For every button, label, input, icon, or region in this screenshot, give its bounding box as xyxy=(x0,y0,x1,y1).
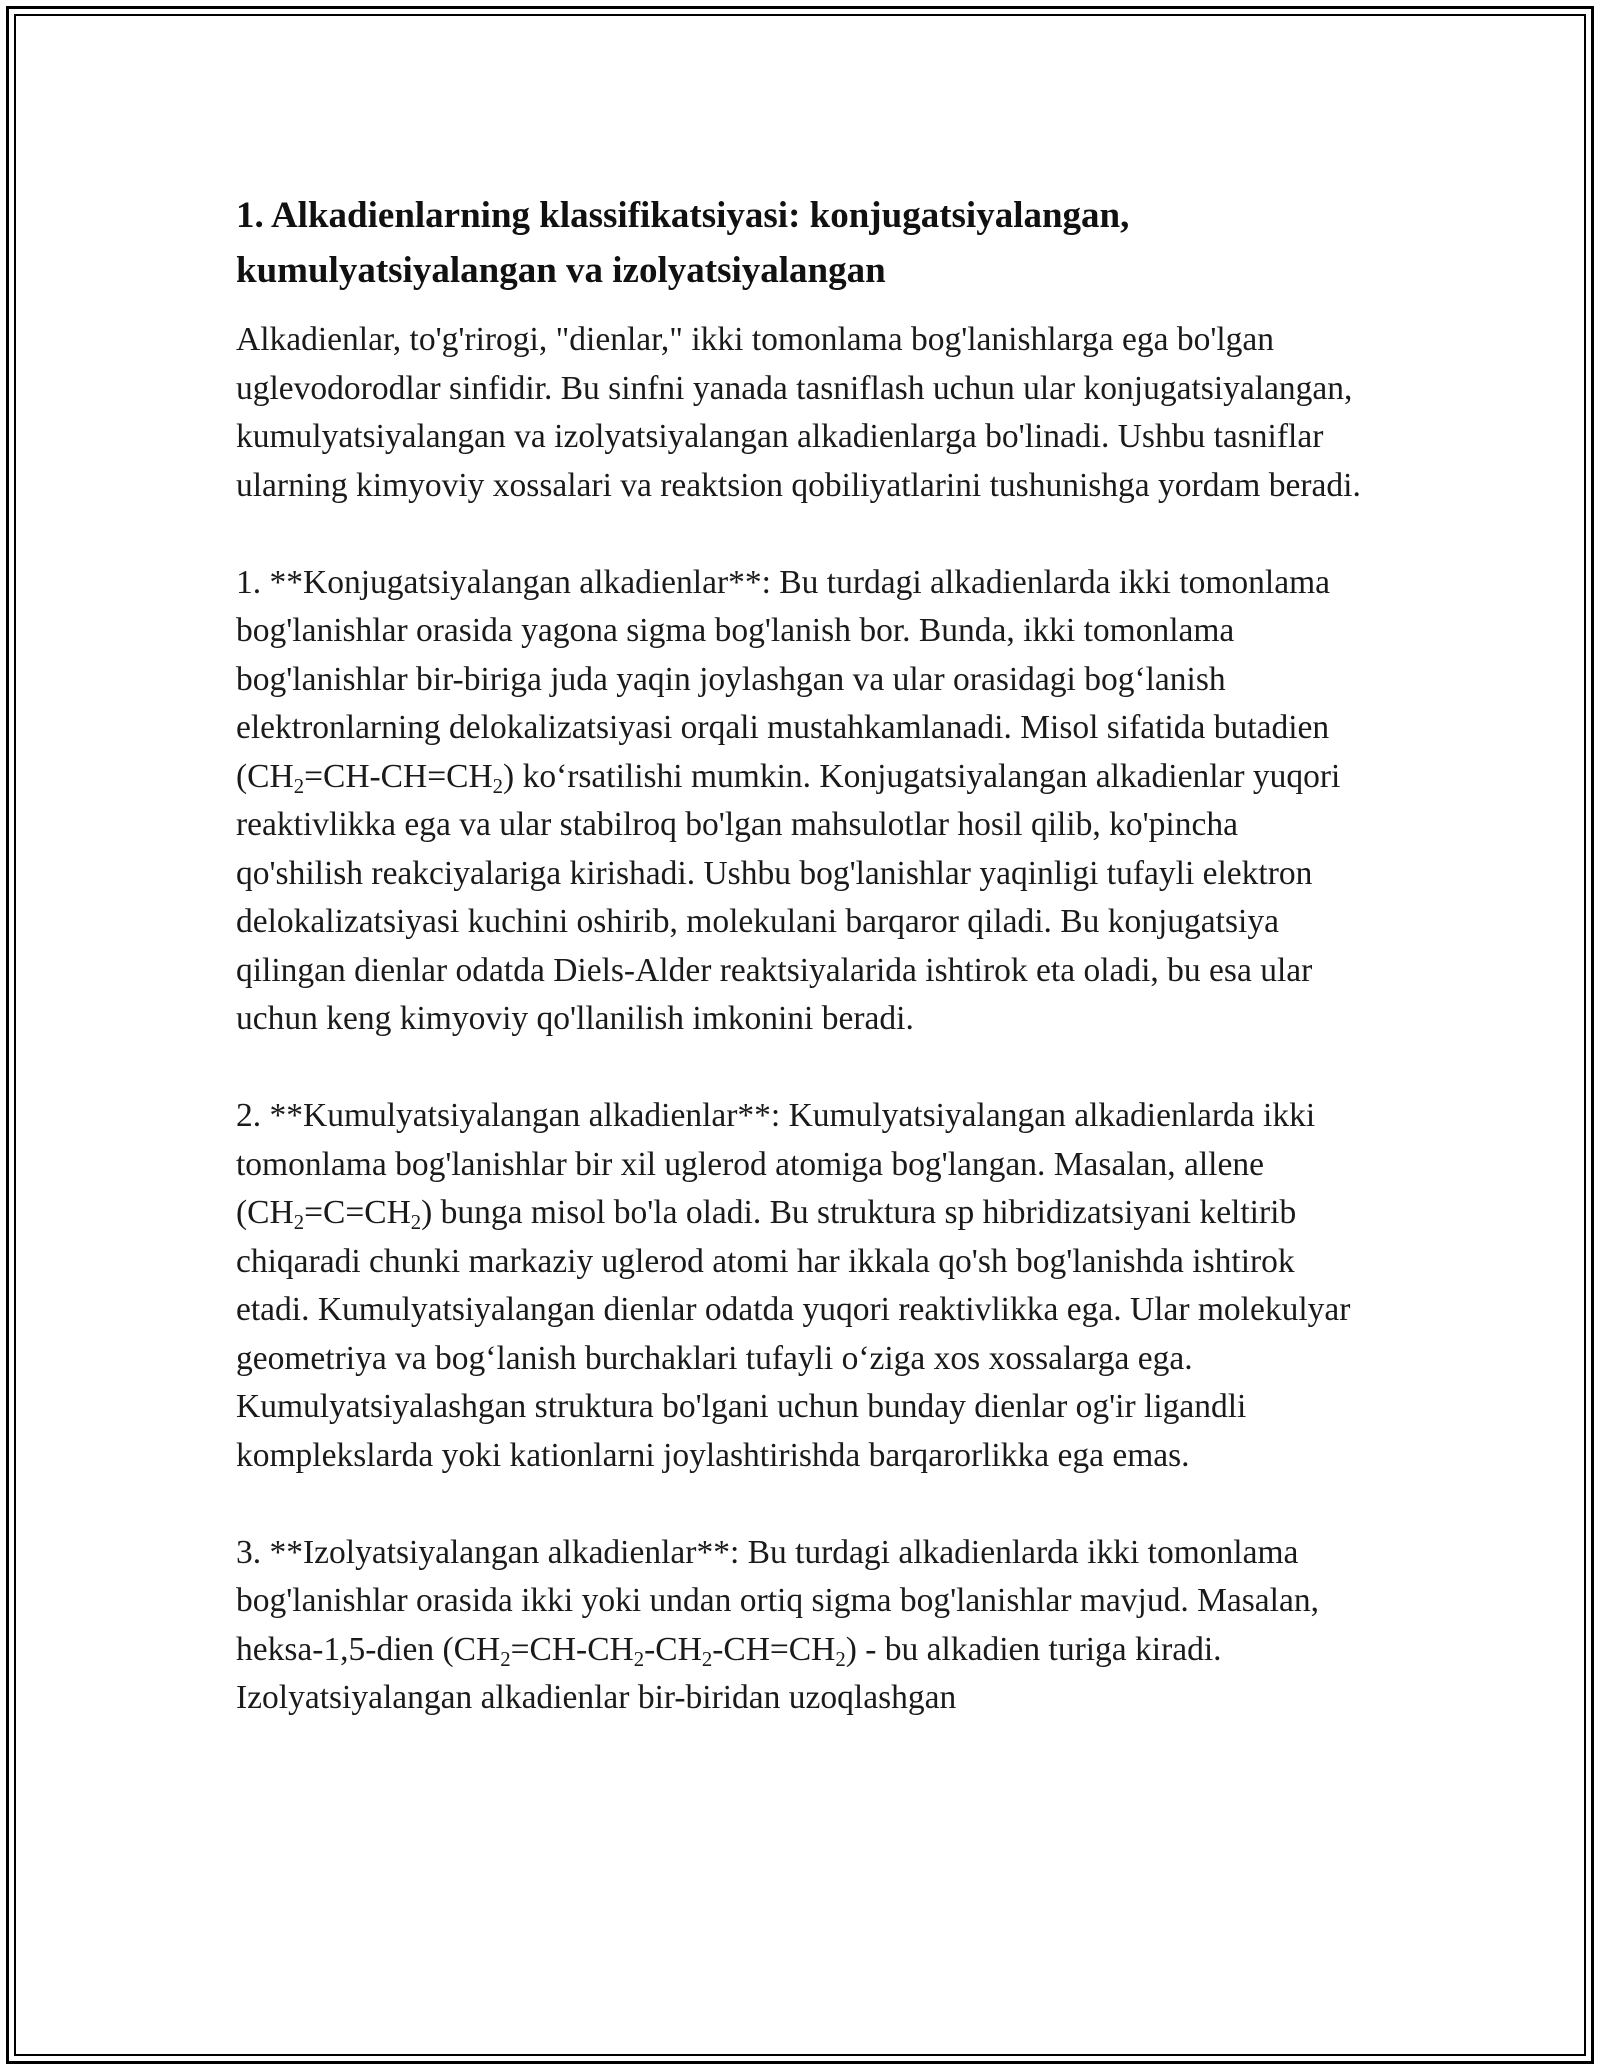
subscript: 2 xyxy=(835,1647,846,1671)
isolated-paragraph xyxy=(236,1529,1366,1723)
subscript: 2 xyxy=(293,774,305,798)
document-body xyxy=(236,188,1366,1723)
text-segment: ) - bu alkadien turiga kiradi. Izolyatsiyalangan alkadienlar bir-biridan uzoqlashgan xyxy=(236,1630,1222,1716)
formula-part: =C=CH xyxy=(304,1194,411,1231)
formula-part: -CH=CH xyxy=(712,1630,836,1668)
text-segment: ) ko‘rsatilishi mumkin. Konjugatsiyalangan alkadienlar yuqori reaktivlikka ega va ular stabilroq bo'lgan mahsulotlar hosil qilib, ko'pincha qo'shilish reakciyalariga kirishadi. Ushbu bog'lanishlar yaqinligi tufayli elektron delokalizatsiyasi kuchini oshirib, molekulani barqaror qiladi. Bu konjugatsiya qilingan dienlar odatda Diels-Alder reaktsiyalarida ishtirok eta oladi, bu esa ular uchun keng kimyoviy qo'llanilish imkonini beradi. xyxy=(236,757,1341,1037)
subscript: 2 xyxy=(492,774,504,798)
subscript: 2 xyxy=(500,1647,511,1671)
subscript: 2 xyxy=(701,1647,713,1671)
formula-part: CH xyxy=(247,1194,294,1231)
subscript: 2 xyxy=(410,1211,422,1235)
section-heading: 1. Alkadienlarning klassifikatsiyasi: konjugatsiyalangan, kumulyatsiyalangan va izolyatsiyalangan xyxy=(236,195,1130,291)
intro-paragraph: Alkadienlar, to'g'rirogi, "dienlar," ikki tomonlama bog'lanishlarga ega bo'lgan uglevodorodlar sinfidir. Bu sinfni yanada tasniflash uchun ular konjugatsiyalangan, kumulyatsiyalangan va izolyatsiyalangan alkadienlarga bo'linadi. Ushbu tasniflar ularning kimyoviy xossalari va reaktsion qobiliyatlarini tushunishga yordam beradi. xyxy=(236,321,1361,504)
text-segment: ) bunga misol bo'la oladi. Bu struktura sp hibridizatsiyani keltirib chiqaradi chunki markaziy uglerod atomi har ikkala qo'sh bog'lanishda ishtirok etadi. Kumulyatsiyalangan dienlar odatda yuqori reaktivlikka ega. Ular molekulyar geometriya va bog‘lanish burchaklari tufayli o‘ziga xos xossalarga ega. Kumulyatsiyalashgan struktura bo'lgani uchun bunday dienlar og'ir ligandli komplekslarda yoki kationlarni joylashtirishda barqarorlikka ega emas. xyxy=(236,1194,1351,1474)
subscript: 2 xyxy=(293,1211,305,1235)
text-segment: 3. **Izolyatsiyalangan alkadienlar**: Bu turdagi alkadienlarda ikki tomonlama bog'lanishlar orasida ikki yoki undan ortiq sigma bog'lanishlar mavjud. Masalan, heksa-1,5-dien ( xyxy=(236,1533,1319,1668)
formula-part: =CH-CH=CH xyxy=(304,757,493,795)
formula-part: CH xyxy=(453,1630,501,1668)
formula-part: -CH xyxy=(644,1630,702,1668)
conjugated-paragraph xyxy=(236,559,1366,1044)
text-segment: 1. **Konjugatsiyalangan alkadienlar**: Bu turdagi alkadienlarda ikki tomonlama bog'lanishlar orasida yagona sigma bog'lanish bor. Bunda, ikki tomonlama bog'lanishlar bir-biriga juda yaqin joylashgan va ular orasidagi bog‘lanish elektronlarning delokalizatsiyasi orqali mustahkamlanadi. Misol sifatida butadien ( xyxy=(236,563,1331,795)
text-segment: 2. **Kumulyatsiyalangan alkadienlar**: Kumulyatsiyalangan alkadienlarda ikki tomonlama bog'lanishlar bir xil uglerod atomiga bog'langan. Masalan, allene ( xyxy=(236,1097,1316,1231)
formula-part: CH xyxy=(247,757,294,795)
formula-part: =CH-CH xyxy=(510,1630,634,1668)
cumulated-paragraph xyxy=(236,1092,1366,1480)
subscript: 2 xyxy=(633,1647,645,1671)
